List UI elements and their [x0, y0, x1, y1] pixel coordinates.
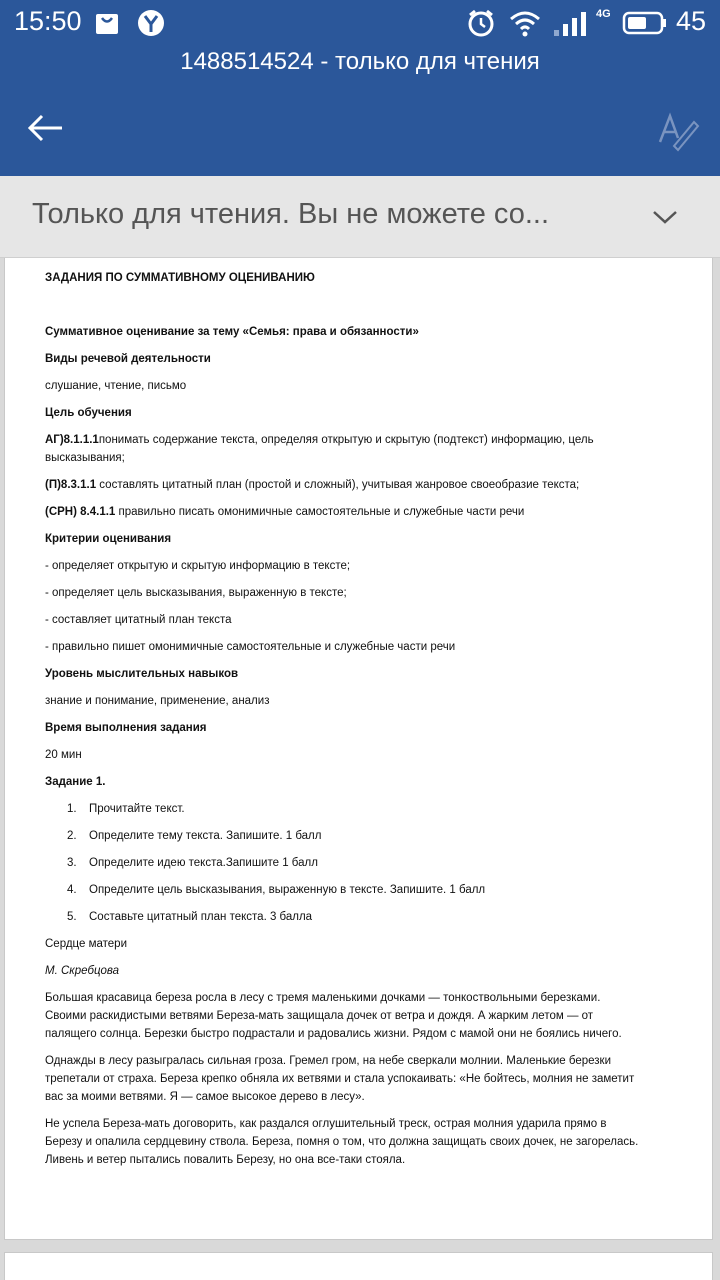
goal-2-code: (П)8.3.1.1 [45, 479, 97, 491]
time-text: 20 мин [45, 749, 82, 761]
goal-1-code: АГ)8.1.1.1 [45, 434, 99, 446]
paragraph-line: вас за моими ветвями. Я — самое высокое дерево в лесу». [45, 1091, 365, 1103]
task-number: 2. [67, 830, 77, 842]
level-title: Уровень мыслительных навыков [45, 668, 239, 680]
edit-button[interactable] [656, 108, 700, 152]
time-title: Время выполнения задания [45, 722, 207, 734]
criteria-item: - составляет цитатный план текста [45, 614, 232, 626]
task-item [67, 855, 707, 872]
task-number: 1. [67, 803, 77, 815]
task-item [67, 828, 707, 845]
task-text: Определите тему текста. Запишите. 1 балл [89, 830, 322, 842]
document-page[interactable] [4, 258, 713, 1240]
battery-level: 45 [675, 6, 706, 36]
goal-title: Цель обучения [45, 407, 132, 419]
task-item [67, 801, 707, 818]
task-number: 5. [67, 911, 77, 923]
task-text: Составьте цитатный план текста. 3 балла [89, 911, 313, 923]
task-item [67, 909, 707, 926]
task-item [67, 882, 707, 899]
signal-icon [552, 8, 590, 43]
chevron-down-icon[interactable] [650, 202, 680, 232]
criteria-item: - определяет открытую и скрытую информацию в тексте; [45, 560, 351, 572]
paragraph-line: Однажды в лесу разыгралась сильная гроза. Гремел гром, на небе сверкали молнии. Маленькие березки [45, 1055, 611, 1067]
paragraph-line: трепетали от страха. Береза крепко обняла их ветвями и стала успокаивать: «Не бойтесь, молния не заметит [45, 1073, 635, 1085]
story-title: Сердце матери [45, 938, 127, 950]
next-document-page[interactable] [4, 1252, 713, 1280]
level-text: знание и понимание, применение, анализ [45, 695, 270, 707]
back-button[interactable] [22, 108, 70, 148]
read-only-banner[interactable] [0, 176, 720, 258]
criteria-item: - правильно пишет омонимичные самостоятельные и служебные части речи [45, 641, 456, 653]
status-time: 15:50 [14, 6, 82, 36]
goal-2 [45, 477, 685, 494]
story-author: М. Скребцова [45, 965, 120, 977]
banner-message: Только для чтения. Вы не можете со... [32, 198, 550, 230]
alarm-icon [466, 8, 496, 43]
goal-3 [45, 504, 685, 521]
criteria-item: - определяет цель высказывания, выраженную в тексте; [45, 587, 347, 599]
document-title: 1488514524 - только для чтения [180, 48, 540, 75]
paragraph-line: палящего солнца. Березки быстро подрастали и радовались жизни. Рядом с мамой они не боялись ничего. [45, 1028, 622, 1040]
task-text: Прочитайте текст. [89, 803, 185, 815]
goal-1-text: понимать содержание текста, определяя открытую и скрытую (подтекст) информацию, цель [98, 434, 594, 446]
app-bar [0, 0, 720, 176]
shopping-bag-icon [92, 8, 122, 43]
doc-heading: ЗАДАНИЯ ПО СУММАТИВНОМУ ОЦЕНИВАНИЮ [45, 272, 315, 284]
task-number: 3. [67, 857, 77, 869]
doc-topic: Суммативное оценивание за тему «Семья: права и обязанности» [45, 326, 419, 338]
task-title: Задание 1. [45, 776, 106, 788]
status-bar [0, 0, 720, 46]
paragraph-line: Ливень и ветер пытались повалить Березу, но она все-таки стояла. [45, 1154, 406, 1166]
browser-icon [136, 8, 166, 43]
network-type-icon: 4G [596, 8, 611, 20]
goal-3-code: (СРН) 8.4.1.1 [45, 506, 116, 518]
speech-text: слушание, чтение, письмо [45, 380, 187, 392]
goal-1-cont: высказывания; [45, 452, 125, 464]
paragraph-line: Большая красавица береза росла в лесу с тремя маленькими дочками — тонкоствольными березками. [45, 992, 601, 1004]
back-arrow-icon [22, 108, 70, 148]
task-text: Определите идею текста.Запишите 1 балл [89, 857, 318, 869]
criteria-title: Критерии оценивания [45, 533, 172, 545]
goal-2-text: составлять цитатный план (простой и сложный), учитывая жанровое своеобразие текста; [96, 479, 580, 491]
edit-pen-icon [656, 108, 700, 152]
task-number: 4. [67, 884, 77, 896]
goal-1 [45, 432, 685, 449]
battery-icon [622, 8, 668, 43]
paragraph-line: Своими раскидистыми ветвями Береза-мать защищала дочек от ветра и дождя. А жарким летом — от [45, 1010, 594, 1022]
wifi-icon [508, 8, 542, 43]
task-text: Определите цель высказывания, выраженную в тексте. Запишите. 1 балл [89, 884, 486, 896]
goal-3-text: правильно писать омонимичные самостоятельные и служебные части речи [115, 506, 525, 518]
speech-title: Виды речевой деятельности [45, 353, 211, 365]
paragraph-line: Березу и опалила сердцевину ствола. Береза, помня о том, что должна защищать своих дочек, не загорелась. [45, 1136, 639, 1148]
paragraph-line: Не успела Береза-мать договорить, как раздался оглушительный треск, острая молния ударила прямо в [45, 1118, 607, 1130]
